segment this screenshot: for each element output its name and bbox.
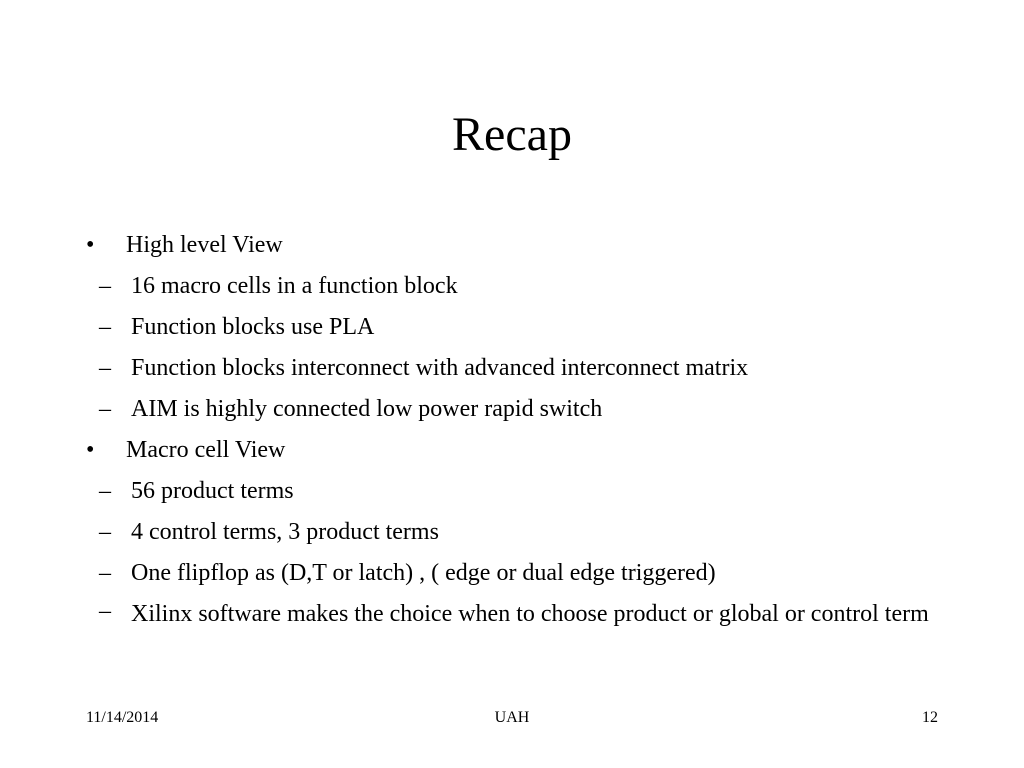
sub-list [86,471,946,631]
bullet-marker: • [86,437,95,463]
slide-title: Recap [452,108,572,161]
sub-item-text: Xilinx software makes the choice when to choose product or global or control term [131,601,929,627]
sub-item-text: One flipflop as (D,T or latch) , ( edge or dual edge triggered) [131,560,716,586]
sub-item [86,348,946,389]
sub-list [86,266,946,430]
dash-marker: – [99,560,111,586]
sub-item-text: AIM is highly connected low power rapid switch [131,396,603,422]
bullet-item [86,225,946,266]
sub-item [86,266,946,307]
dash-marker: – [99,598,111,624]
footer-page-number: 12 [922,709,938,726]
sub-item [86,512,946,553]
dash-marker: – [99,314,111,340]
slide-body [86,225,946,631]
sub-item-text: 56 product terms [131,478,294,504]
sub-item [86,389,946,430]
sub-item [86,553,946,594]
sub-item [86,307,946,348]
footer-date: 11/14/2014 [86,709,159,726]
sub-item-text: Function blocks interconnect with advanced interconnect matrix [131,355,749,381]
bullet-marker: • [86,232,95,258]
dash-marker: – [99,355,111,381]
dash-marker: – [99,273,111,299]
dash-marker: – [99,519,111,545]
bullet-label: High level View [126,232,283,258]
sub-item-text: 4 control terms, 3 product terms [131,519,439,545]
bullet-item [86,430,946,471]
sub-item [86,471,946,512]
dash-marker: – [99,478,111,504]
footer-organization: UAH [494,709,530,726]
bullet-label: Macro cell View [126,437,286,463]
sub-item-text: Function blocks use PLA [131,314,375,340]
sub-item [86,594,946,631]
dash-marker: – [99,396,111,422]
sub-item-text: 16 macro cells in a function block [131,273,458,299]
